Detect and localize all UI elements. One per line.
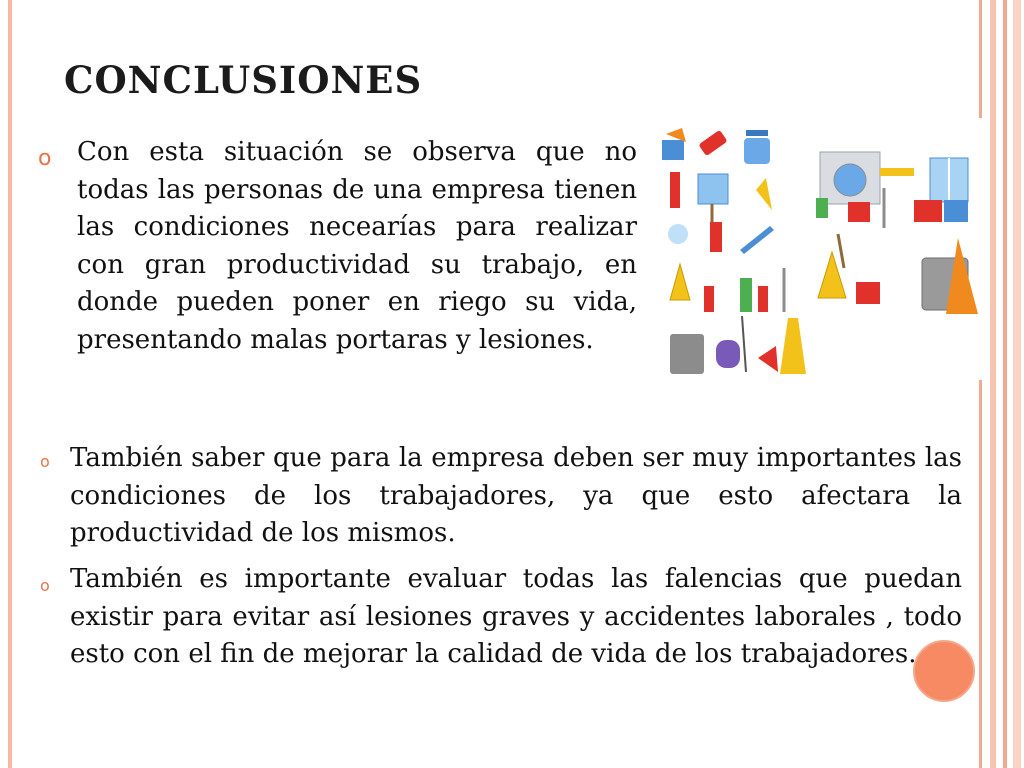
frame-line-right-1 <box>979 0 982 768</box>
bucket-icon <box>662 140 684 160</box>
frame-line-right-3 <box>1003 0 1007 768</box>
vacuum-icon <box>716 340 740 368</box>
bullet-marker: o <box>38 146 52 171</box>
spray-bottle-icon <box>670 172 680 208</box>
glove-icon <box>698 130 727 156</box>
bucket-icon <box>856 282 880 304</box>
bottle-icon <box>740 278 752 312</box>
dustpan-icon <box>740 226 774 254</box>
plunger-icon <box>758 346 778 372</box>
bullet-text-2: También saber que para la empresa deben ser muy importantes las condiciones de los trabajadores, ya que esto afectara la productividad de los mismos. <box>70 443 962 548</box>
bucket-icon <box>914 200 942 222</box>
bullet-marker: o <box>40 452 50 471</box>
cleaning-supplies-icon <box>648 118 982 380</box>
bucket-icon <box>744 138 770 164</box>
frame-line-left <box>8 0 12 768</box>
cloth-icon <box>666 128 686 142</box>
trash-can-icon <box>670 334 704 374</box>
bullet-text-3: También es importante evaluar todas las falencias que puedan existir para evitar así lesiones graves y accidentes laborales , todo esto con el fin de mejorar la calidad de vida de los trabajadores. <box>70 564 962 669</box>
spray-bottle-icon <box>710 222 722 252</box>
sponge-icon <box>668 224 688 244</box>
wet-floor-sign-icon <box>670 264 690 300</box>
decorative-circle <box>913 640 975 702</box>
frame-line-right-2 <box>990 0 996 768</box>
frame-line-right-4 <box>1013 0 1021 768</box>
brush-icon <box>756 178 772 210</box>
slide-title: CONCLUSIONES <box>64 58 423 102</box>
mirror-icon <box>698 174 728 204</box>
bullet-marker: o <box>40 576 50 595</box>
bullet-text-1: Con esta situación se observa que no todas las personas de una empresa tienen las condiciones necearías para realizar con gran productividad su trabajo, en donde pueden poner en riego su vida, presentando malas portaras y lesiones. <box>77 137 637 355</box>
bottle-icon <box>816 198 828 218</box>
broom-icon <box>780 318 806 374</box>
bucket-icon <box>848 202 870 222</box>
